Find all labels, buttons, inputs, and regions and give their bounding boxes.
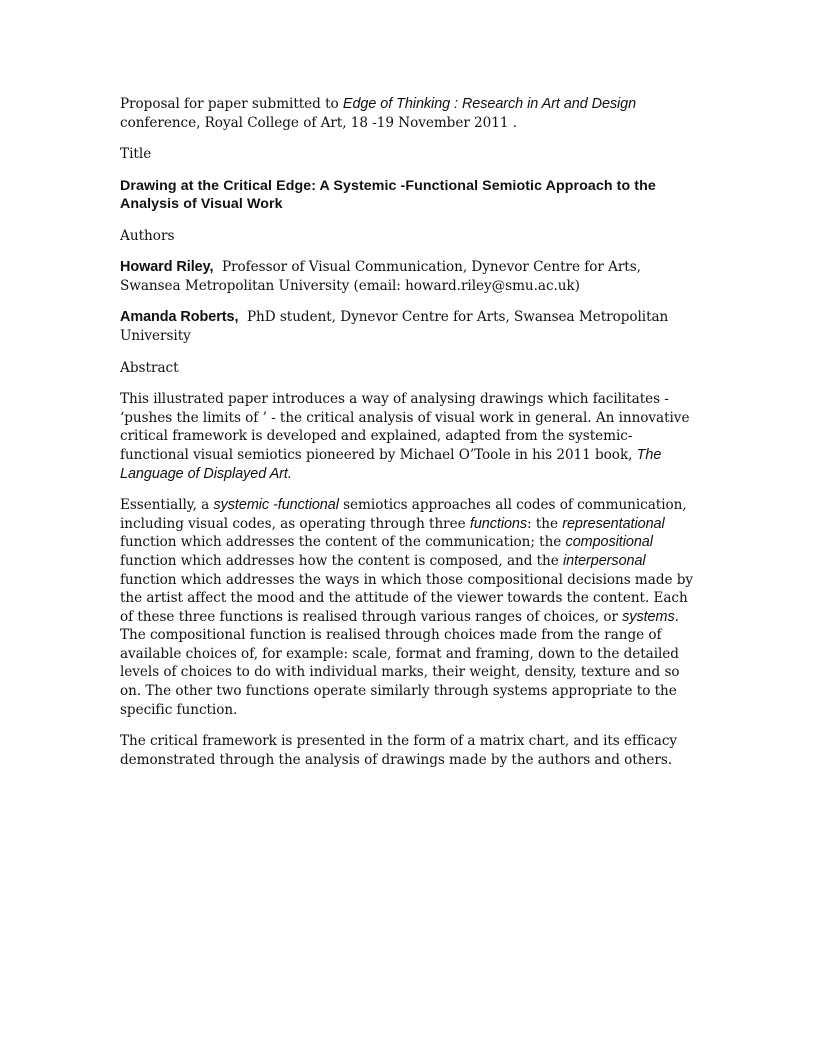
term-representational: representational xyxy=(562,515,665,532)
abstract-p2-text: function which addresses the content of the communication; the xyxy=(120,534,566,551)
term-systemic-functional: systemic -functional xyxy=(213,497,339,514)
proposal-prefix: Proposal for paper submitted to xyxy=(120,96,343,112)
proposal-suffix: conference, Royal College of Art, 18 -19 November 2011 . xyxy=(120,114,517,131)
term-functions: functions xyxy=(469,515,528,532)
author-name: Howard Riley, xyxy=(120,259,214,276)
abstract-p2-text: semiotics approaches all codes of communication, including visual codes, as operating through three xyxy=(120,497,687,532)
author-affiliation: Professor of Visual Communication, Dynevor Centre for Arts, Swansea Metropolitan University (email: howard.riley@smu.ac.uk) xyxy=(120,259,641,294)
abstract-p2-text: function which addresses how the content is composed, and the xyxy=(120,552,564,569)
authors-heading: Authors xyxy=(120,227,175,244)
document-page xyxy=(120,95,700,782)
paper-title: Drawing at the Critical Edge: A Systemic -Functional Semiotic Approach to the Analysis of Visual Work xyxy=(120,177,656,213)
term-systems: systems xyxy=(622,608,675,625)
book-title: The Language of Displayed Art. xyxy=(120,446,662,482)
author-entry xyxy=(120,258,700,295)
term-compositional: compositional xyxy=(565,534,653,551)
abstract-p2-text: Essentially, a xyxy=(120,497,214,514)
author-affiliation: PhD student, Dynevor Centre for Arts, Swansea Metropolitan University xyxy=(120,309,669,344)
author-entry xyxy=(120,308,700,345)
abstract-paragraph-3: The critical framework is presented in the form of a matrix chart, and its efficacy demonstrated through the analysis of drawings made by the authors and others. xyxy=(120,733,678,768)
abstract-p2-text: : the xyxy=(527,515,563,532)
proposal-line xyxy=(120,95,700,132)
conference-name: Edge of Thinking : Research in Art and Design xyxy=(342,96,637,112)
abstract-paragraph-2 xyxy=(120,496,700,719)
term-interpersonal: interpersonal xyxy=(563,552,646,569)
title-heading: Title xyxy=(120,146,152,163)
abstract-heading: Abstract xyxy=(120,359,179,376)
abstract-p1-text: This illustrated paper introduces a way of analysing drawings which facilitates - ‘pushes the limits of ’ - the critical analysis of visual work in general. An innovative critical framework is developed and explained, adapted from the systemic-functional visual semiotics pioneered by Michael O’Toole in his 2011 book, xyxy=(120,391,690,463)
abstract-p2-text: function which addresses the ways in which those compositional decisions made by the artist affect the mood and the attitude of the viewer towards the content. Each of these three functions is realised through various ranges of choices, or xyxy=(120,571,694,625)
abstract-paragraph-1 xyxy=(120,390,700,483)
author-name: Amanda Roberts, xyxy=(120,309,239,326)
abstract-p2-text: . The compositional function is realised through choices made from the range of available choices of, for example: scale, format and framing, down to the detailed levels of choices to do with individual marks, their weight, density, texture and so on. The other two functions operate similarly through systems appropriate to the specific function. xyxy=(120,608,680,718)
